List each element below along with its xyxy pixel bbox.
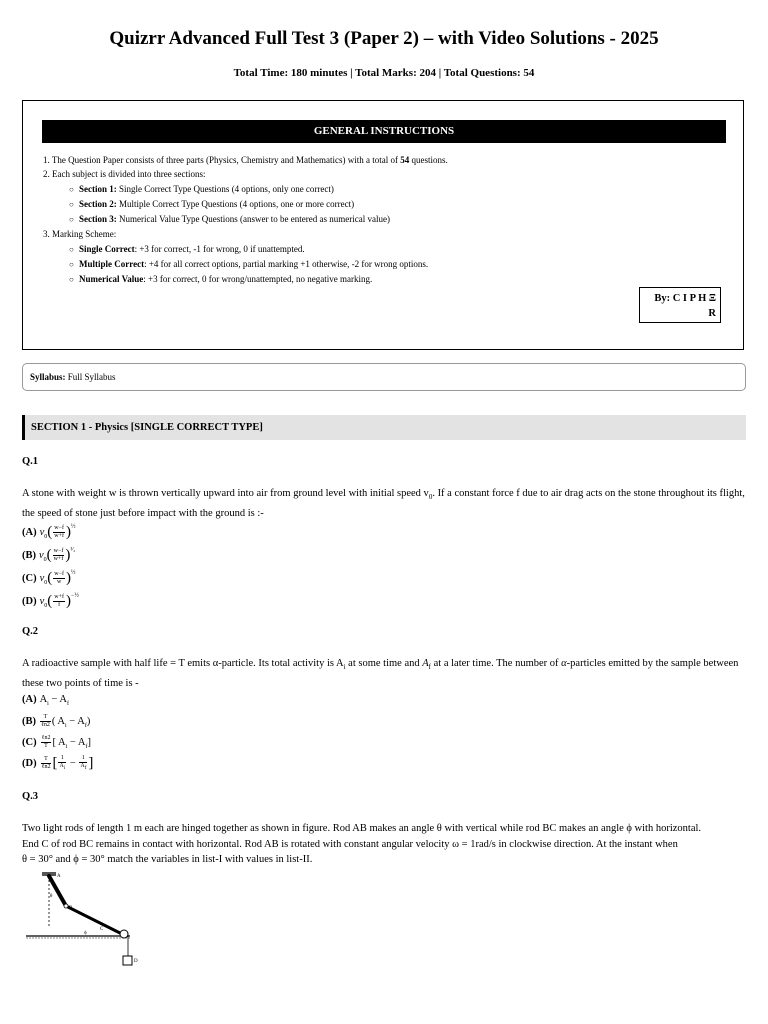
- question-2-option-b[interactable]: (B) T ℓn2 ( $A_i - A_f$): [22, 714, 91, 729]
- hinge-b: [64, 904, 68, 908]
- label-c: C: [100, 927, 104, 932]
- question-3-text: Two light rods of length 1 m each are hinged together as shown in figure. Rod AB makes an angle θ with vertical while rod BC makes an angle ϕ with horizontal. End C of rod BC remains in contact with horizontal. Rod AB is rotated with constant angular velocity ω = 1rad/s in clockwise direction. At the instant when θ = 30° and ϕ = 30° match the variables in list-I with values in list-II.: [22, 823, 702, 865]
- general-instructions-box: [22, 100, 744, 350]
- section-3-info: ○ Section 3: Numerical Value Type Questions (answer to be entered as numerical value): [43, 212, 723, 227]
- block-d: [123, 956, 132, 965]
- instructions-heading: GENERAL INSTRUCTIONS: [42, 120, 726, 143]
- question-1-option-a[interactable]: (A) $v_0$( $\frac{w-f}{w+f}$ )$^{\frac{1}{2}}$: [22, 524, 76, 541]
- question-1-label: Q.1: [22, 456, 39, 467]
- circle-bullet-icon: ○: [69, 199, 74, 209]
- question-2-option-c[interactable]: (C) ℓn2 T [ $A_i - A_f$]: [22, 735, 91, 750]
- question-3-label: Q.3: [22, 791, 39, 802]
- marking-multiple: ○ Multiple Correct: +4 for all correct options, partial marking +1 otherwise, -2 for wrong options.: [43, 257, 723, 272]
- question-1-option-b[interactable]: (B) $v_0$( $\frac{w-f}{w+f}$ )$^{^3⁄_2}$: [22, 547, 76, 564]
- marking-numerical: ○ Numerical Value: +3 for correct, 0 for wrong/unattempted, no negative marking.: [43, 272, 723, 287]
- question-1-option-c[interactable]: (C) $v_0$( $\frac{w-f}{w}$ )$^{\frac{1}{2}}$: [22, 570, 76, 587]
- question-1-text: A stone with weight w is thrown vertically upward into air from ground level with initial speed $v_0$. If a constant force f due to air drag acts on the stone throughout its flight, the speed of stone just before impact with the ground is :-: [22, 488, 745, 519]
- instruction-2: 2. Each subject is divided into three sections:: [43, 169, 206, 180]
- circle-bullet-icon: ○: [69, 184, 74, 194]
- circle-bullet-icon: ○: [69, 244, 74, 254]
- question-2-option-a[interactable]: (A) $A_i - A_f$: [22, 694, 70, 708]
- circle-bullet-icon: ○: [69, 275, 74, 285]
- pulley: [120, 930, 128, 938]
- instructions-list: [43, 153, 723, 288]
- page-title: Quizrr Advanced Full Test 3 (Paper 2) – with Video Solutions - 2025: [109, 28, 659, 49]
- label-a: A: [57, 874, 61, 879]
- instruction-1: 1. The Question Paper consists of three parts (Physics, Chemistry and Mathematics) with a total of 54 questions.: [43, 155, 448, 165]
- rod-ab: [49, 876, 66, 906]
- question-2-text: A radioactive sample with half life = T emits α-particle. Its total activity is $A_i$ at some time and $A_f$ at a later time. The number of α-particles emitted by the sample between these two points of time is -: [22, 658, 739, 689]
- question-2-option-d[interactable]: (D) T ℓn2 [ $\frac{1}{A_i}$ − $\frac{1}{A_f}$ ]: [22, 755, 94, 772]
- label-d: D: [134, 959, 138, 964]
- circle-bullet-icon: ○: [69, 215, 74, 225]
- question-1-option-d[interactable]: (D) $v_0$( $\frac{w+f}{f}$ )$^{-\frac{1}{2}}$: [22, 593, 79, 610]
- label-phi: ϕ: [84, 931, 87, 936]
- test-summary: Total Time: 180 minutes | Total Marks: 204 | Total Questions: 54: [233, 67, 535, 79]
- author-byline: By: C I P H Ξ R: [639, 287, 721, 323]
- label-theta: θ: [50, 894, 53, 899]
- label-b: B: [69, 906, 73, 911]
- syllabus-box: Syllabus: Full Syllabus: [22, 363, 746, 391]
- section-2-info: ○ Section 2: Multiple Correct Type Questions (4 options, one or more correct): [43, 197, 723, 212]
- section-1-info: ○ Section 1: Single Correct Type Questions (4 options, only one correct): [43, 182, 723, 197]
- circle-bullet-icon: ○: [69, 260, 74, 270]
- section-title: SECTION 1 - Physics [SINGLE CORRECT TYPE]: [22, 415, 746, 440]
- rod-bc: [66, 906, 122, 934]
- question-2-label: Q.2: [22, 626, 39, 637]
- instruction-3: 3. Marking Scheme:: [43, 229, 117, 240]
- hinged-rods-figure: [26, 868, 146, 973]
- marking-single: ○ Single Correct: +3 for correct, -1 for wrong, 0 if unattempted.: [43, 242, 723, 257]
